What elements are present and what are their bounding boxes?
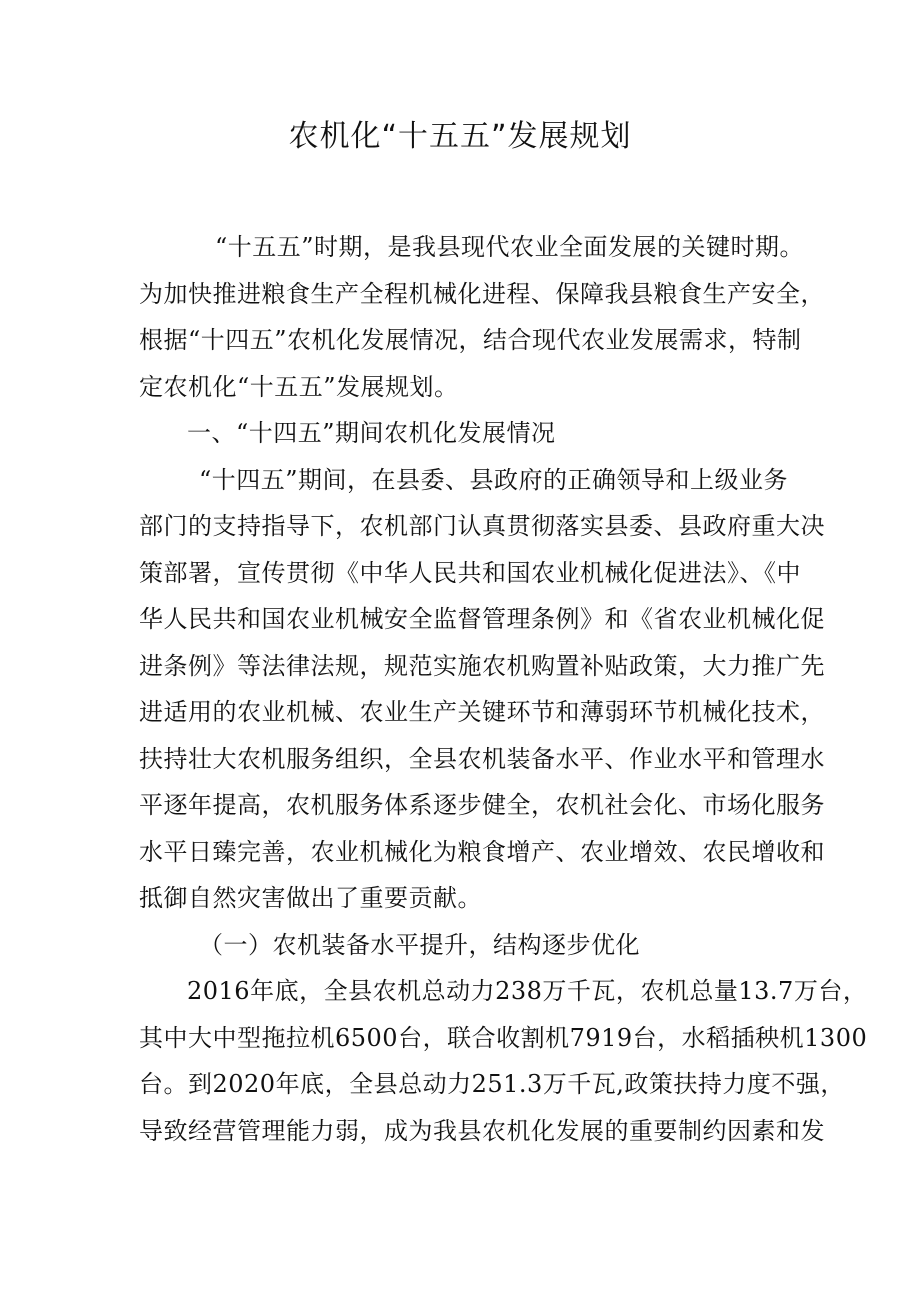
paragraph-line: 水平日臻完善，农业机械化为粮食增产、农业增效、农民增收和: [139, 837, 825, 866]
paragraph-line: 进适用的农业机械、农业生产关键环节和薄弱环节机械化技术，: [139, 698, 825, 726]
paragraph-line: 2016年底，全县农机总动力238万千瓦，农机总量13.7万台，: [187, 977, 868, 1005]
paragraph-line: 根据“十四五”农机化发展情况，结合现代农业发展需求，特制: [139, 326, 802, 354]
paragraph-line: “十五五”时期，是我县现代农业全面发展的关键时期。: [215, 233, 805, 261]
document-title: 农机化“十五五”发展规划: [288, 119, 632, 154]
paragraph-line: 策部署，宣传贯彻《中华人民共和国农业机械化促进法》、《中: [139, 558, 801, 587]
paragraph-line: 为加快推进粮食生产全程机械化进程、保障我县粮食生产安全，: [139, 279, 825, 308]
paragraph-line: 导致经营管理能力弱，成为我县农机化发展的重要制约因素和发: [139, 1116, 825, 1145]
paragraph-line: 扶持壮大农机服务组织，全县农机装备水平、作业水平和管理水: [139, 744, 825, 773]
paragraph-line: 平逐年提高，农机服务体系逐步健全，农机社会化、市场化服务: [139, 791, 825, 819]
paragraph-line: 台。到2020年底，全县总动力251.3万千瓦,政策扶持力度不强，: [139, 1070, 845, 1098]
section-heading: 一、“十四五”期间农机化发展情况: [187, 419, 556, 447]
paragraph-line: 定农机化“十五五”发展规划。: [139, 372, 459, 401]
section-subheading: （一）农机装备水平提升，结构逐步优化: [199, 930, 640, 959]
paragraph-line: 部门的支持指导下，农机部门认真贯彻落实县委、县政府重大决: [139, 512, 825, 540]
paragraph-line: 抵御自然灾害做出了重要贡献。: [139, 884, 482, 912]
paragraph-line: 华人民共和国农业机械安全监督管理条例》和《省农业机械化促: [139, 605, 825, 633]
paragraph-line: “十四五”期间，在县委、县政府的正确领导和上级业务: [199, 465, 789, 494]
document-body: [139, 224, 868, 1154]
paragraph-line: 其中大中型拖拉机6500台，联合收割机7919台，水稻插秧机1300: [139, 1023, 868, 1052]
paragraph-line: 进条例》等法律法规，规范实施农机购置补贴政策，大力推广先: [139, 651, 825, 680]
